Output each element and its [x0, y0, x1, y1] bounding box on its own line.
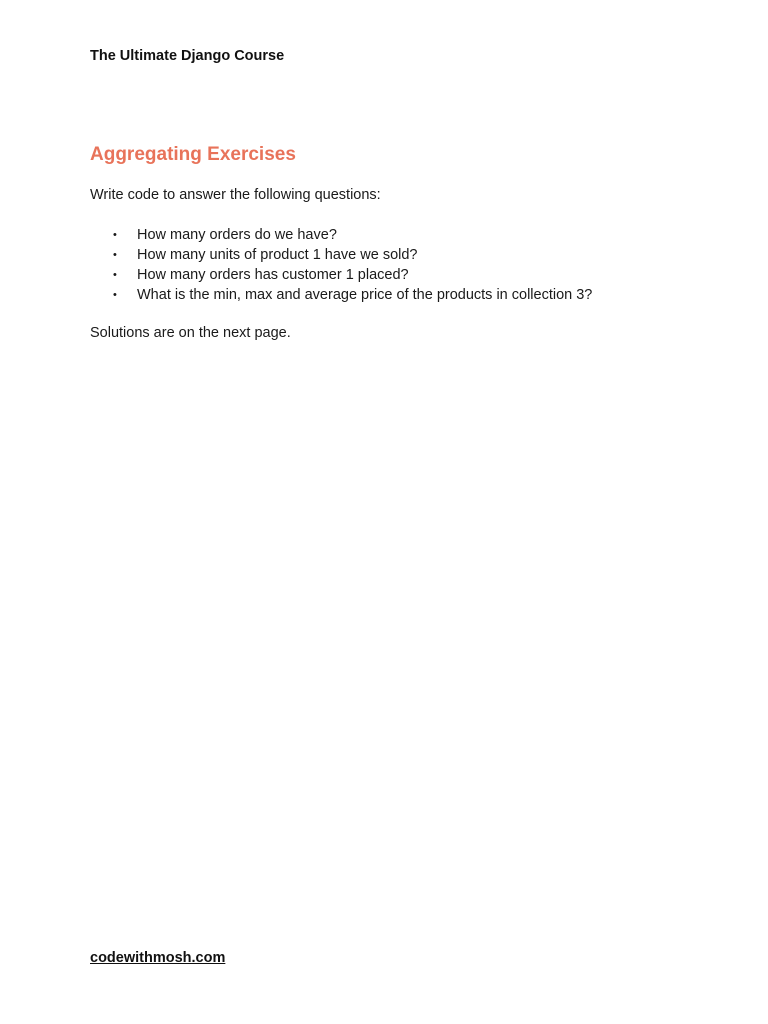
- section-heading: Aggregating Exercises: [90, 144, 296, 165]
- question-text: What is the min, max and average price of the products in collection 3?: [137, 287, 593, 303]
- bullet-icon: •: [113, 249, 117, 261]
- question-text: How many units of product 1 have we sold?: [137, 247, 418, 263]
- list-item: [90, 225, 592, 245]
- footer-website-link[interactable]: codewithmosh.com: [90, 950, 226, 966]
- intro-text: Write code to answer the following questions:: [90, 187, 381, 203]
- question-list: [90, 225, 592, 305]
- course-title: The Ultimate Django Course: [90, 48, 285, 64]
- bullet-icon: •: [113, 289, 117, 301]
- question-text: How many orders do we have?: [137, 227, 337, 243]
- list-item: [90, 245, 592, 265]
- list-item: [90, 265, 592, 285]
- bullet-icon: •: [113, 269, 117, 281]
- bullet-icon: •: [113, 229, 117, 241]
- question-text: How many orders has customer 1 placed?: [137, 267, 409, 283]
- closing-text: Solutions are on the next page.: [90, 325, 291, 341]
- list-item: [90, 285, 592, 305]
